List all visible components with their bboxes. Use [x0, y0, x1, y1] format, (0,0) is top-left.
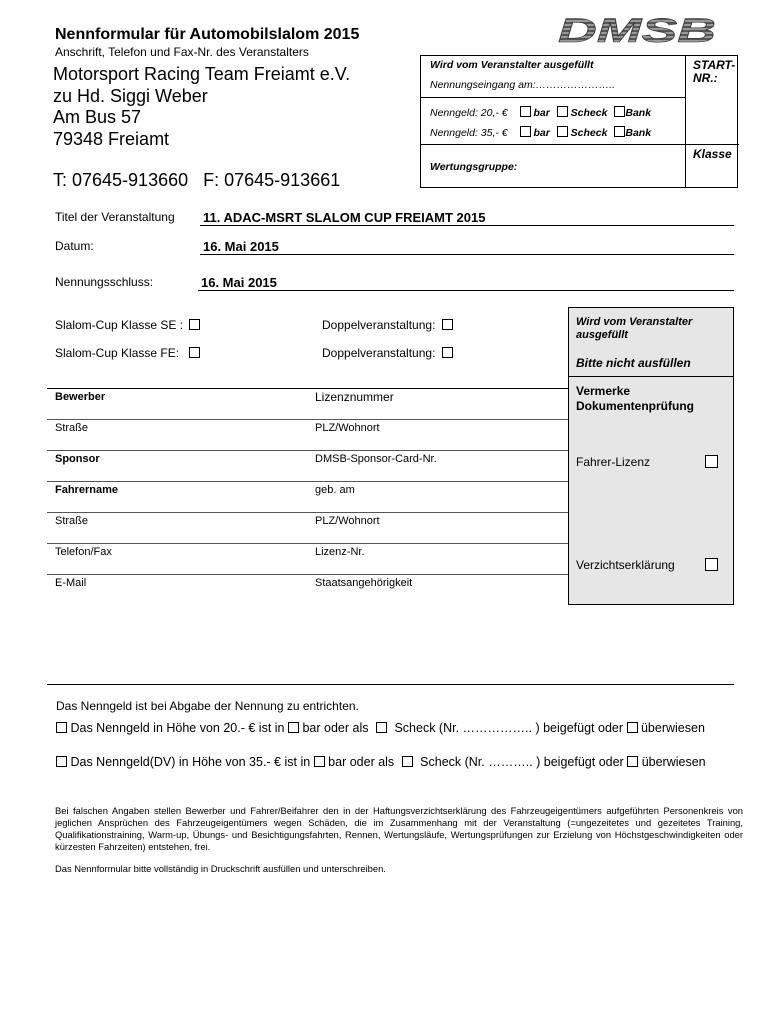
waiver-checkbox[interactable] [705, 558, 718, 571]
cheque-text: Scheck (Nr. …………….. ) beigefügt oder [394, 721, 624, 735]
entry-date-field[interactable]: Nennungseingang am:………………….. [430, 79, 615, 91]
driver-name-label: Fahrername [55, 484, 118, 496]
license-no-label: Lizenz-Nr. [315, 546, 365, 558]
class-se-label: Slalom-Cup Klasse SE : [55, 318, 184, 332]
driver-license-checkbox[interactable] [705, 455, 718, 468]
organizer-phone-fax: T: 07645-913660 F: 07645-913661 [53, 170, 341, 190]
organizer-address [53, 64, 350, 150]
class-se-checkbox[interactable] [189, 319, 200, 330]
bank-label: Bank [625, 107, 652, 119]
form-row-driver-street[interactable] [47, 513, 568, 544]
organizer-line: 79348 Freiamt [53, 128, 170, 149]
entrant-form-table [47, 388, 568, 605]
event-title-value: 11. ADAC-MSRT SLALOM CUP FREIAMT 2015 [203, 210, 486, 225]
class-fe-row [55, 346, 200, 360]
date-value: 16. Mai 2015 [203, 239, 279, 254]
do-not-fill-note: Bitte nicht ausfüllen [576, 356, 691, 370]
zip-city-label: PLZ/Wohnort [315, 422, 380, 434]
footer-note: Das Nennformular bitte vollständig in Druckschrift ausfüllen und unterschreiben. [55, 863, 386, 874]
bar-label: bar [533, 127, 550, 139]
organizer-line: zu Hd. Siggi Weber [53, 85, 208, 106]
fee35-text: Das Nenngeld(DV) in Höhe von 35.- € ist in [70, 755, 311, 769]
date-label: Datum: [55, 239, 94, 253]
phone-fax-label: Telefon/Fax [55, 546, 112, 558]
cash-or-text: bar oder als [302, 721, 369, 735]
bank-label: Bank [625, 127, 652, 139]
dmsb-logo [556, 14, 718, 46]
fee35-bar-checkbox[interactable] [520, 126, 531, 137]
fee-35-row [430, 126, 651, 139]
waiver-label: Verzichtserklärung [576, 558, 675, 572]
notes-heading: Wird vom Veranstalter ausgefüllt [576, 316, 693, 341]
license-number-label: Lizenznummer [315, 390, 394, 404]
bar-label: bar [533, 107, 550, 119]
fee-20-label: Nenngeld: 20,- € [430, 107, 508, 119]
email-label: E-Mail [55, 577, 87, 589]
street-label: Straße [55, 515, 89, 527]
organizer-line: Motorsport Racing Team Freiamt e.V. [53, 64, 351, 84]
fee20-cash-checkbox[interactable] [288, 722, 299, 733]
organizer-use-box [420, 55, 738, 188]
birth-date-label: geb. am [315, 484, 355, 496]
double-event-label: Doppelveranstaltung: [322, 346, 436, 360]
page-title: Nennformular für Automobilslalom 2015 [55, 26, 360, 43]
liability-disclaimer: Bei falschen Angaben stellen Bewerber und Fahrer/Beifahrer den in der Haftungsverzichtserklärung des Fahrzeugeigentümers aufgeführten Personenkreis von jeglichen Ansprüchen des Fahrzeugeigentümers wegen Schäden, die im Zusammenhang mit der Veranstaltung (=ungezeitetes und gezeitetes Training, Qualifikationstraining, Warm-up, Übungs- und Besichtigungsfahrten, Rennen, Wertungsläufe, Wertungsprüfungen zur Erzielung von Höchstgeschwindigkeiten oder kürzesten Fahrzeiten) entstehen, frei. [55, 805, 743, 852]
form-row-sponsor[interactable] [47, 451, 568, 482]
fee35-bank-checkbox[interactable] [614, 126, 625, 137]
entrant-label: Bewerber [55, 391, 106, 403]
payment-intro: Das Nenngeld ist bei Abgabe der Nennung zu entrichten. [56, 699, 359, 713]
class-fe-checkbox[interactable] [189, 347, 200, 358]
scheck-label: Scheck [570, 107, 608, 119]
double-event-se-checkbox[interactable] [442, 319, 453, 330]
fee35-checkbox[interactable] [56, 756, 67, 767]
class-se-row [55, 318, 200, 332]
class-field[interactable]: Klasse [693, 147, 732, 161]
street-label: Straße [55, 422, 89, 434]
deadline-label: Nennungsschluss: [55, 275, 154, 289]
organizer-notes-panel [568, 307, 734, 605]
fee20-checkbox[interactable] [56, 722, 67, 733]
fee20-bar-checkbox[interactable] [520, 106, 531, 117]
fee35-transfer-checkbox[interactable] [627, 756, 638, 767]
transfer-text: überwiesen [641, 755, 706, 769]
transfer-text: überwiesen [640, 721, 705, 735]
form-row-phone[interactable] [47, 544, 568, 575]
fee20-scheck-checkbox[interactable] [557, 106, 568, 117]
fee20-cheque-checkbox[interactable] [376, 722, 387, 733]
fee20-bank-checkbox[interactable] [614, 106, 625, 117]
form-row-email[interactable] [47, 575, 568, 606]
fee20-text: Das Nenngeld in Höhe von 20.- € ist in [70, 721, 285, 735]
form-row-entrant-street[interactable] [47, 420, 568, 451]
fee35-cheque-checkbox[interactable] [402, 756, 413, 767]
cheque-text: Scheck (Nr. ……….. ) beigefügt oder [420, 755, 624, 769]
double-event-fe-row [322, 346, 453, 360]
wertungsgruppe-field[interactable]: Wertungsgruppe: [430, 161, 518, 173]
logo-text: DMSB [558, 14, 716, 46]
driver-license-label: Fahrer-Lizenz [576, 455, 651, 469]
zip-city-label: PLZ/Wohnort [315, 515, 380, 527]
fee20-transfer-checkbox[interactable] [627, 722, 638, 733]
fee35-cash-checkbox[interactable] [314, 756, 325, 767]
document-check-heading: Vermerke Dokumentenprüfung [576, 384, 694, 413]
fee-35-label: Nenngeld: 35,- € [430, 127, 508, 139]
nationality-label: Staatsangehörigkeit [315, 577, 413, 589]
cash-or-text: bar oder als [328, 755, 395, 769]
organizer-line: Am Bus 57 [53, 107, 142, 127]
payment-line-35 [56, 755, 706, 769]
double-event-fe-checkbox[interactable] [442, 347, 453, 358]
deadline-value: 16. Mai 2015 [201, 275, 277, 290]
page-subtitle: Anschrift, Telefon und Fax-Nr. des Veranstalters [55, 45, 309, 59]
sponsor-label: Sponsor [55, 453, 100, 465]
scheck-label: Scheck [570, 127, 608, 139]
start-number-field[interactable]: START- NR.: [693, 58, 736, 85]
form-row-bewerber[interactable] [47, 389, 568, 420]
class-fe-label: Slalom-Cup Klasse FE: [55, 346, 180, 360]
fee35-scheck-checkbox[interactable] [557, 126, 568, 137]
event-title-label: Titel der Veranstaltung [55, 210, 175, 224]
double-event-se-row [322, 318, 453, 332]
form-row-driver[interactable] [47, 482, 568, 513]
payment-line-20 [56, 721, 705, 735]
organizer-use-heading: Wird vom Veranstalter ausgefüllt [430, 59, 594, 71]
double-event-label: Doppelveranstaltung: [322, 318, 436, 332]
sponsor-card-label: DMSB-Sponsor-Card-Nr. [315, 453, 437, 465]
fee-20-row [430, 106, 651, 119]
